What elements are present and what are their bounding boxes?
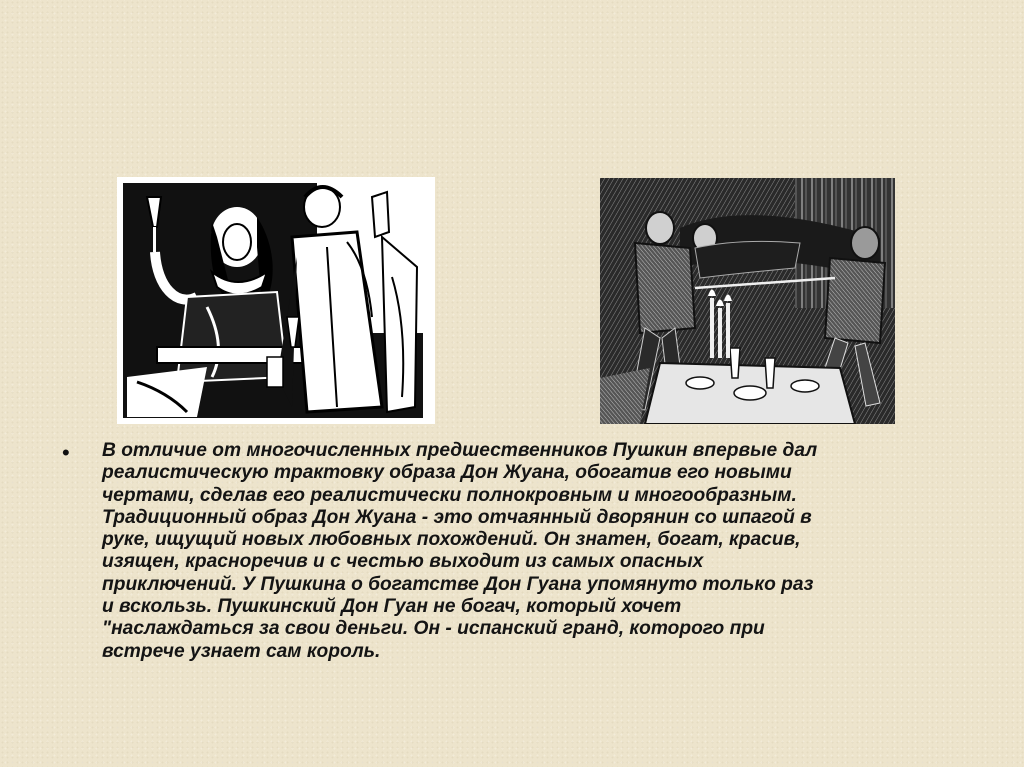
illustration-right <box>600 178 895 424</box>
body-paragraph: В отличие от многочисленных предшественников Пушкин впервые дал реалистическую трактовку образа Дон Жуана, обогатив его новыми чертами, сделав его реалистически полнокровным и многообразным. Традиционный образ Дон Жуана - это отчаянный дворянин со шпагой в руке, ищущий новых любовных похождений. Он знатен, богат, красив, изящен, красноречив и с честью выходит из самых опасных приключений. У Пушкина о богатстве Дон Гуана упомянуто только раз и вскользь. Пушкинский Дон Гуан не богач, который хочет "наслаждаться за свои деньги. Он - испанский гранд, которого при встрече узнает сам король. <box>102 440 818 662</box>
bullet-marker: • <box>62 440 70 465</box>
illustration-duel-image <box>600 178 895 424</box>
illustration-feast-image <box>117 177 435 424</box>
illustration-left <box>117 177 435 424</box>
bullet-text-block <box>60 440 980 663</box>
